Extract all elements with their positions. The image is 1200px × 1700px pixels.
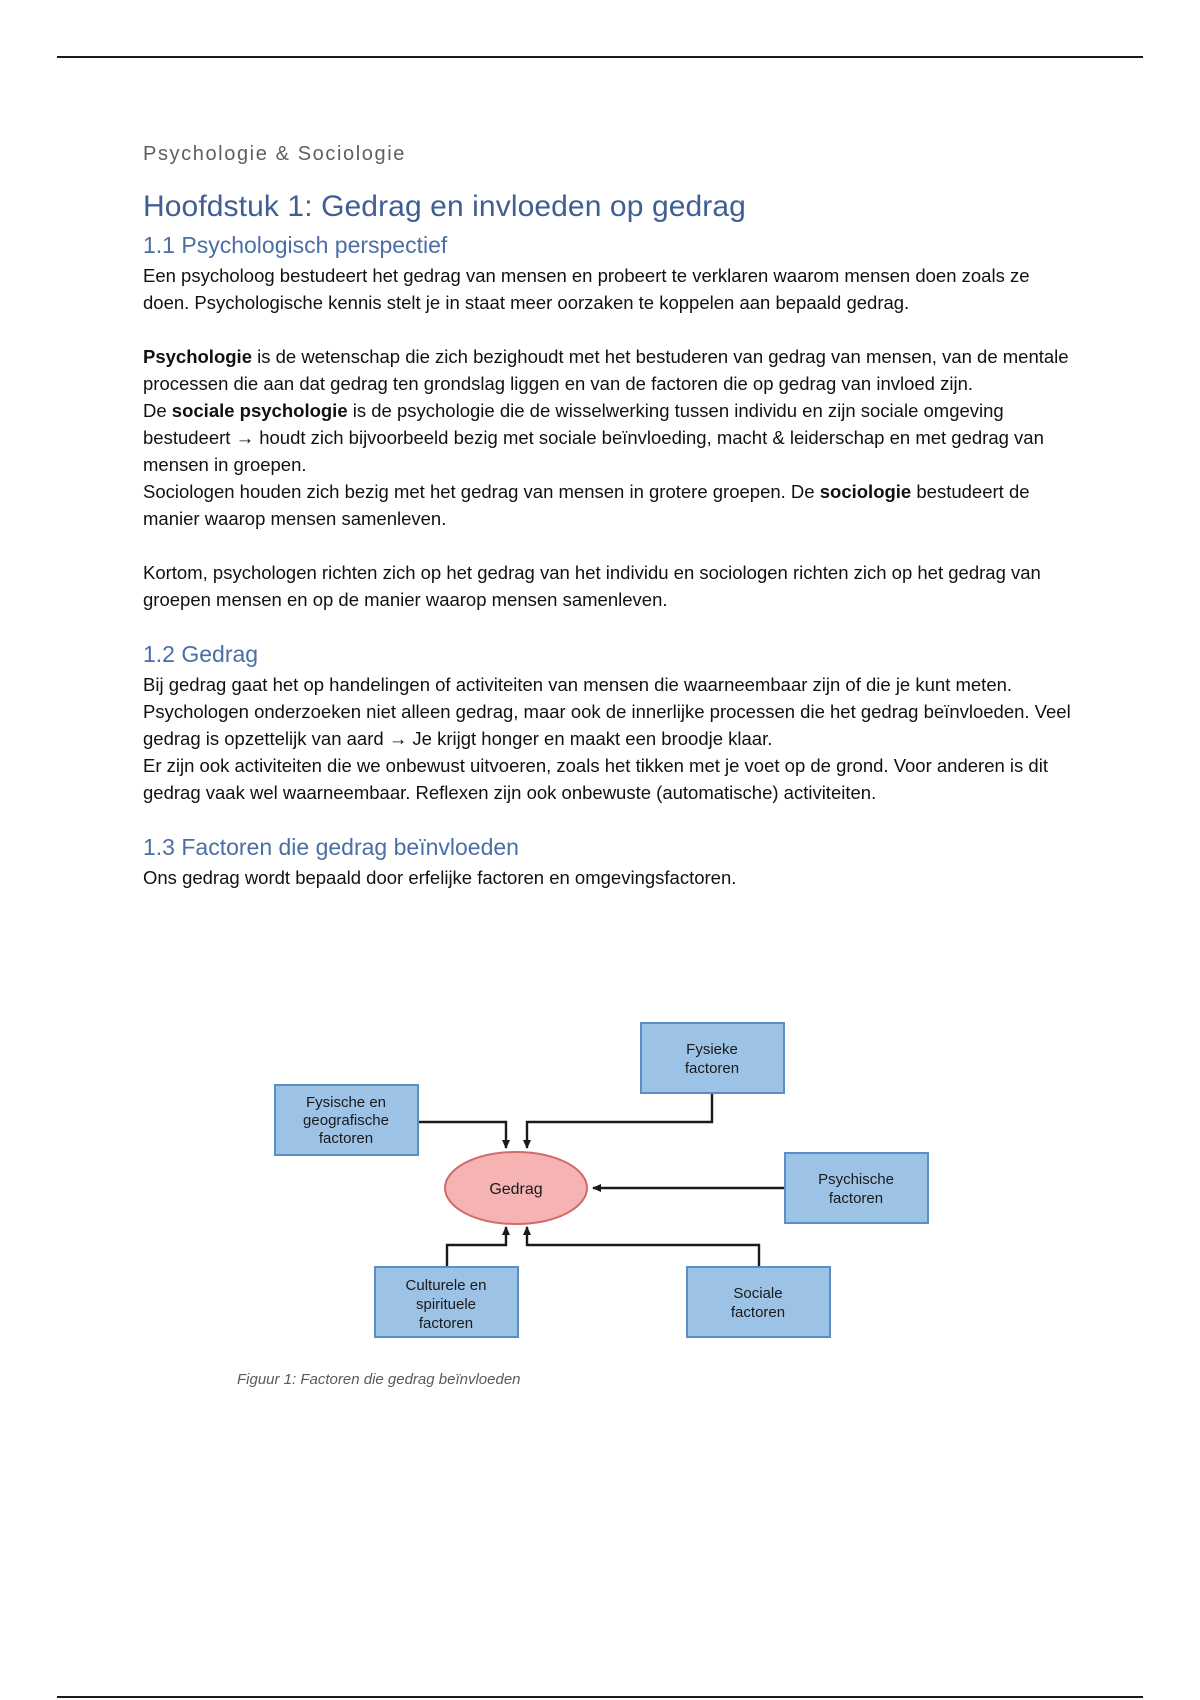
box-fysische-line2: geografische — [303, 1112, 389, 1129]
paragraph: Psychologen onderzoeken niet alleen gedrag, maar ook de innerlijke processen die het gedrag beïnvloeden. Veel gedrag is opzettelijk van aard → Je krijgt honger en maakt een broodje klaar. — [143, 701, 1071, 749]
box-culturele-line2: spirituele — [415, 1296, 477, 1313]
bottom-rule — [57, 1696, 1143, 1698]
paragraph: Er zijn ook activiteiten die we onbewust uitvoeren, zoals het tikken met je voet op de grond. Voor anderen is dit gedrag vaak wel waarneembaar. Reflexen zijn ook onbewuste (automatische) activiteiten. — [143, 755, 1048, 803]
term-sociale-psychologie: sociale psychologie — [171, 400, 348, 421]
term-psychologie: Psychologie — [143, 346, 252, 367]
document-subject: Psychologie & Sociologie — [143, 143, 406, 165]
section-1-1-title: 1.1 Psychologisch perspectief — [143, 232, 448, 258]
top-rule — [57, 56, 1143, 58]
box-fysische-line1: Fysische en — [305, 1094, 387, 1111]
box-sociale-line1: Sociale — [733, 1285, 783, 1302]
paragraph: Ons gedrag wordt bepaald door erfelijke factoren en omgevingsfactoren. — [143, 867, 737, 888]
box-psychische-factoren — [785, 1153, 928, 1223]
box-psychische-line2: factoren — [828, 1190, 884, 1207]
arrow-culturele-to-gedrag — [447, 1227, 506, 1267]
arrow-sociale-to-gedrag — [527, 1227, 759, 1267]
box-culturele-line3: factoren — [418, 1315, 474, 1332]
box-sociale-line2: factoren — [730, 1304, 786, 1321]
gedrag-label: Gedrag — [489, 1181, 543, 1198]
paragraph-summary: Kortom, psychologen richten zich op het gedrag van het individu en sociologen richten zich op het gedrag van groepen mensen en op de manier waarop mensen samenleven. — [143, 562, 1041, 610]
box-fysieke-line2: factoren — [684, 1060, 740, 1077]
document-body — [143, 143, 1073, 891]
paragraph: Een psycholoog bestudeert het gedrag van mensen en probeert te verklaren waarom mensen doen zoals ze doen. Psychologische kennis stelt je in staat meer oorzaken te koppelen aan bepaald gedrag. — [143, 265, 1030, 313]
paragraph-definition-psychology: Psychologie is de wetenschap die zich bezighoudt met het bestuderen van gedrag van mensen, van de mentale processen die aan dat gedrag ten grondslag liggen en van de factoren die op gedrag van invloed zijn. — [143, 346, 1069, 394]
box-culturele-line1: Culturele en — [405, 1277, 487, 1294]
box-fysische-line3: factoren — [318, 1130, 374, 1147]
paragraph-definition-social-psychology: De sociale psychologie is de psychologie die de wisselwerking tussen individu en zijn sociale omgeving bestudeert → houdt zich bijvoorbeeld bezig met sociale beïnvloeding, macht & leiderschap en met gedrag van mensen in groepen. — [143, 400, 1044, 475]
box-fysieke-factoren — [641, 1023, 784, 1093]
box-psychische-line1: Psychische — [818, 1171, 894, 1188]
figure-caption: Figuur 1: Factoren die gedrag beïnvloeden — [237, 1371, 521, 1388]
term-sociologie: sociologie — [819, 481, 912, 502]
arrow-fysische-to-gedrag — [419, 1122, 506, 1148]
section-1-3-title: 1.3 Factoren die gedrag beïnvloeden — [143, 834, 519, 860]
paragraph-sociology: Sociologen houden zich bezig met het gedrag van mensen in grotere groepen. De sociologie bestudeert de manier waarop mensen samenleven. — [143, 481, 1030, 529]
box-sociale-factoren — [687, 1267, 830, 1337]
diagram-svg — [234, 1005, 964, 1365]
paragraph: Bij gedrag gaat het op handelingen of activiteiten van mensen die waarneembaar zijn of die je kunt meten. — [143, 674, 1013, 695]
box-fysieke-line1: Fysieke — [686, 1041, 738, 1058]
section-1-2-title: 1.2 Gedrag — [143, 641, 259, 667]
factors-diagram — [234, 1005, 964, 1365]
chapter-title: Hoofdstuk 1: Gedrag en invloeden op gedrag — [143, 190, 746, 223]
